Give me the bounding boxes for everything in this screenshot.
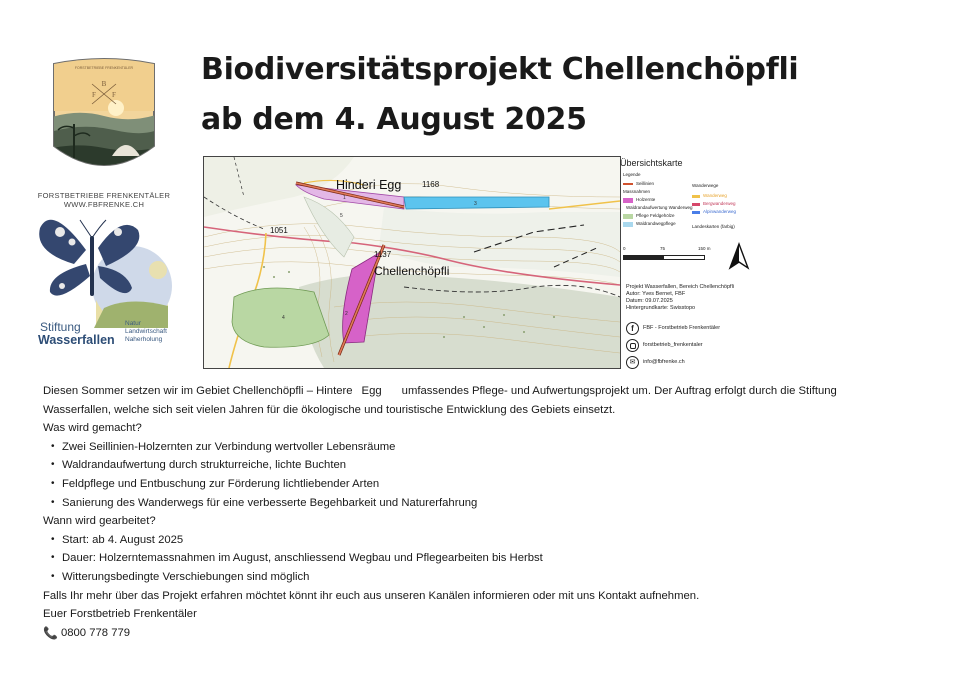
area-number-5: 5 — [340, 213, 343, 219]
label-elev-1051: 1051 — [270, 226, 288, 235]
butterfly-icon — [34, 208, 174, 328]
legend-item-seillinien: Seillinien — [623, 181, 689, 187]
area-number-3: 3 — [474, 201, 477, 207]
question-what: Was wird gemacht? — [43, 422, 142, 435]
list-item: • Start: ab 4. August 2025 — [43, 531, 943, 550]
feldgehoelze-swatch-icon — [623, 214, 633, 219]
closing-text: Falls Ihr mehr über das Projekt erfahren möchtet könnt ihr euch aus unseren Kanälen informieren oder mit uns Kontakt aufnehmen. — [43, 589, 700, 602]
legend-landeskarten: Landeskarten (farbig) — [692, 224, 735, 229]
list-item: • Witterungsbedingte Verschiebungen sind möglich — [43, 568, 943, 587]
seillinie-swatch-icon — [623, 183, 633, 185]
legend-item-wanderweg: Wanderweg — [692, 193, 758, 199]
label-chellenchoepfli: Chellenchöpfli — [374, 264, 450, 278]
legend-item-feldgehoelze: Pflege Feldgehölze — [623, 213, 689, 219]
instagram-icon — [626, 339, 639, 352]
area-number-1: 1 — [343, 195, 346, 201]
scale-75: 75 — [660, 246, 666, 251]
legend-title: Übersichtskarte — [620, 158, 683, 168]
stiftung-logo — [34, 208, 174, 356]
fbf-letter-right: F — [112, 91, 116, 99]
meta-background: Hintergrundkarte: Swisstopo — [626, 305, 696, 311]
fbf-letter-top: B — [101, 80, 107, 88]
contact-email[interactable]: ✉ info@fbfrenke.ch — [626, 356, 685, 369]
list-item: • Waldrandaufwertung durch strukturreiche, lichte Buchten — [43, 456, 943, 475]
label-elev-1168: 1168 — [422, 180, 440, 189]
north-arrow-icon — [728, 242, 750, 272]
list-item: • Zwei Seillinien-Holzernten zur Verbindung wertvoller Lebensräume — [43, 438, 943, 457]
meta-date: Datum: 09.07.2025 — [626, 298, 673, 304]
label-hinderi-egg: Hinderi Egg — [336, 178, 402, 192]
email-icon: ✉ — [626, 356, 639, 369]
area-number-4: 4 — [282, 315, 285, 321]
fbf-letter-left: F — [92, 91, 96, 99]
legend-item-waldrand: Waldrandaufwertung Wanderweg — [626, 205, 693, 210]
legend-right-list — [692, 193, 758, 215]
map-legend — [620, 156, 760, 372]
tag-natur: Natur — [125, 320, 141, 327]
map-drawing — [204, 157, 620, 368]
legend-meta — [626, 284, 734, 312]
legend-item-holzernte: Holzernte — [623, 197, 689, 203]
page-title-line-2: ab dem 4. August 2025 — [201, 102, 587, 137]
page-title-line-1: Biodiversitätsprojekt Chellenchöpfli — [201, 52, 799, 87]
scale-0: 0 — [623, 246, 626, 251]
fbf-name: FORSTBETRIEBE FRENKENTÄLER — [37, 191, 171, 200]
facebook-icon: f — [626, 322, 639, 335]
legend-item-bergwanderweg: Bergwanderweg — [692, 201, 758, 207]
scale-150: 150 m — [698, 246, 711, 251]
legend-item-massnahmen: Massnahmen — [623, 189, 651, 194]
legend-item-waldrandweg: Waldrandwegpflege — [623, 221, 689, 227]
intro-line-1: Diesen Sommer setzen wir im Gebiet Chellenchöpfli – Hintere Egg umfassendes Pflege- und Aufwertungsprojekt um. Der Auftrag erfolgt durch die Stiftung — [43, 385, 837, 397]
stiftung-tags — [125, 320, 167, 344]
fbf-arc-text: FORSTBETRIEBE FRENKENTÄLER — [74, 66, 134, 70]
fbf-url: WWW.FBFRENKE.CH — [63, 200, 145, 209]
list-item: • Sanierung des Wanderwegs für eine verbesserte Begehbarkeit und Naturerfahrung — [43, 494, 943, 513]
when-list — [43, 531, 943, 587]
bergwanderweg-swatch-icon — [692, 203, 700, 206]
fbf-badge-icon — [44, 56, 164, 191]
what-list — [43, 438, 943, 512]
tag-naherholung: Naherholung — [125, 336, 163, 343]
label-elev-1137: 1137 — [374, 250, 392, 259]
waldrandweg-swatch-icon — [623, 222, 633, 227]
contact-facebook[interactable]: f FBF - Forstbetrieb Frenkentäler — [626, 322, 720, 335]
contact-instagram[interactable]: forstbetrieb_frenkentaler — [626, 339, 703, 352]
intro-line-2: Wasserfallen, welche sich seit vielen Jahren für die ökologische und touristische Entwicklung des Gebiets einsetzt. — [43, 403, 616, 416]
alpinwanderweg-swatch-icon — [692, 211, 700, 214]
meta-project: Projekt Wasserfallen, Bereich Chellenchöpfli — [626, 284, 735, 290]
article-body — [43, 382, 943, 642]
holzernte-swatch-icon — [623, 198, 633, 203]
list-item: • Dauer: Holzerntemassnahmen im August, anschliessend Wegbau und Pflegearbeiten bis Herbst — [43, 549, 943, 568]
legend-right-title: Wanderwege — [692, 183, 719, 188]
legend-item-alpinwanderweg: Alpinwanderweg — [692, 209, 758, 215]
legend-left-list — [623, 181, 693, 227]
question-when: Wann wird gearbeitet? — [43, 515, 156, 528]
fbf-logo — [44, 56, 164, 191]
area-number-2: 2 — [345, 311, 348, 317]
list-item: • Feldpflege und Entbuschung zur Förderung lichtliebender Arten — [43, 475, 943, 494]
legend-label: Legende — [623, 172, 641, 177]
tag-landwirtschaft: Landwirtschaft — [125, 328, 167, 335]
scale-bar — [623, 255, 705, 260]
meta-author: Autor: Yves Bernet, FBF — [626, 291, 686, 297]
signature: Euer Forstbetrieb Frenkentäler — [43, 608, 197, 621]
phone-line[interactable]: 📞 0800 778 779 — [43, 624, 943, 643]
wanderweg-swatch-icon — [692, 195, 700, 198]
overview-map — [203, 156, 621, 369]
stiftung-word: Stiftung — [40, 320, 81, 334]
wasserfallen-word: Wasserfallen — [38, 333, 115, 347]
phone-icon: 📞 — [43, 625, 58, 640]
